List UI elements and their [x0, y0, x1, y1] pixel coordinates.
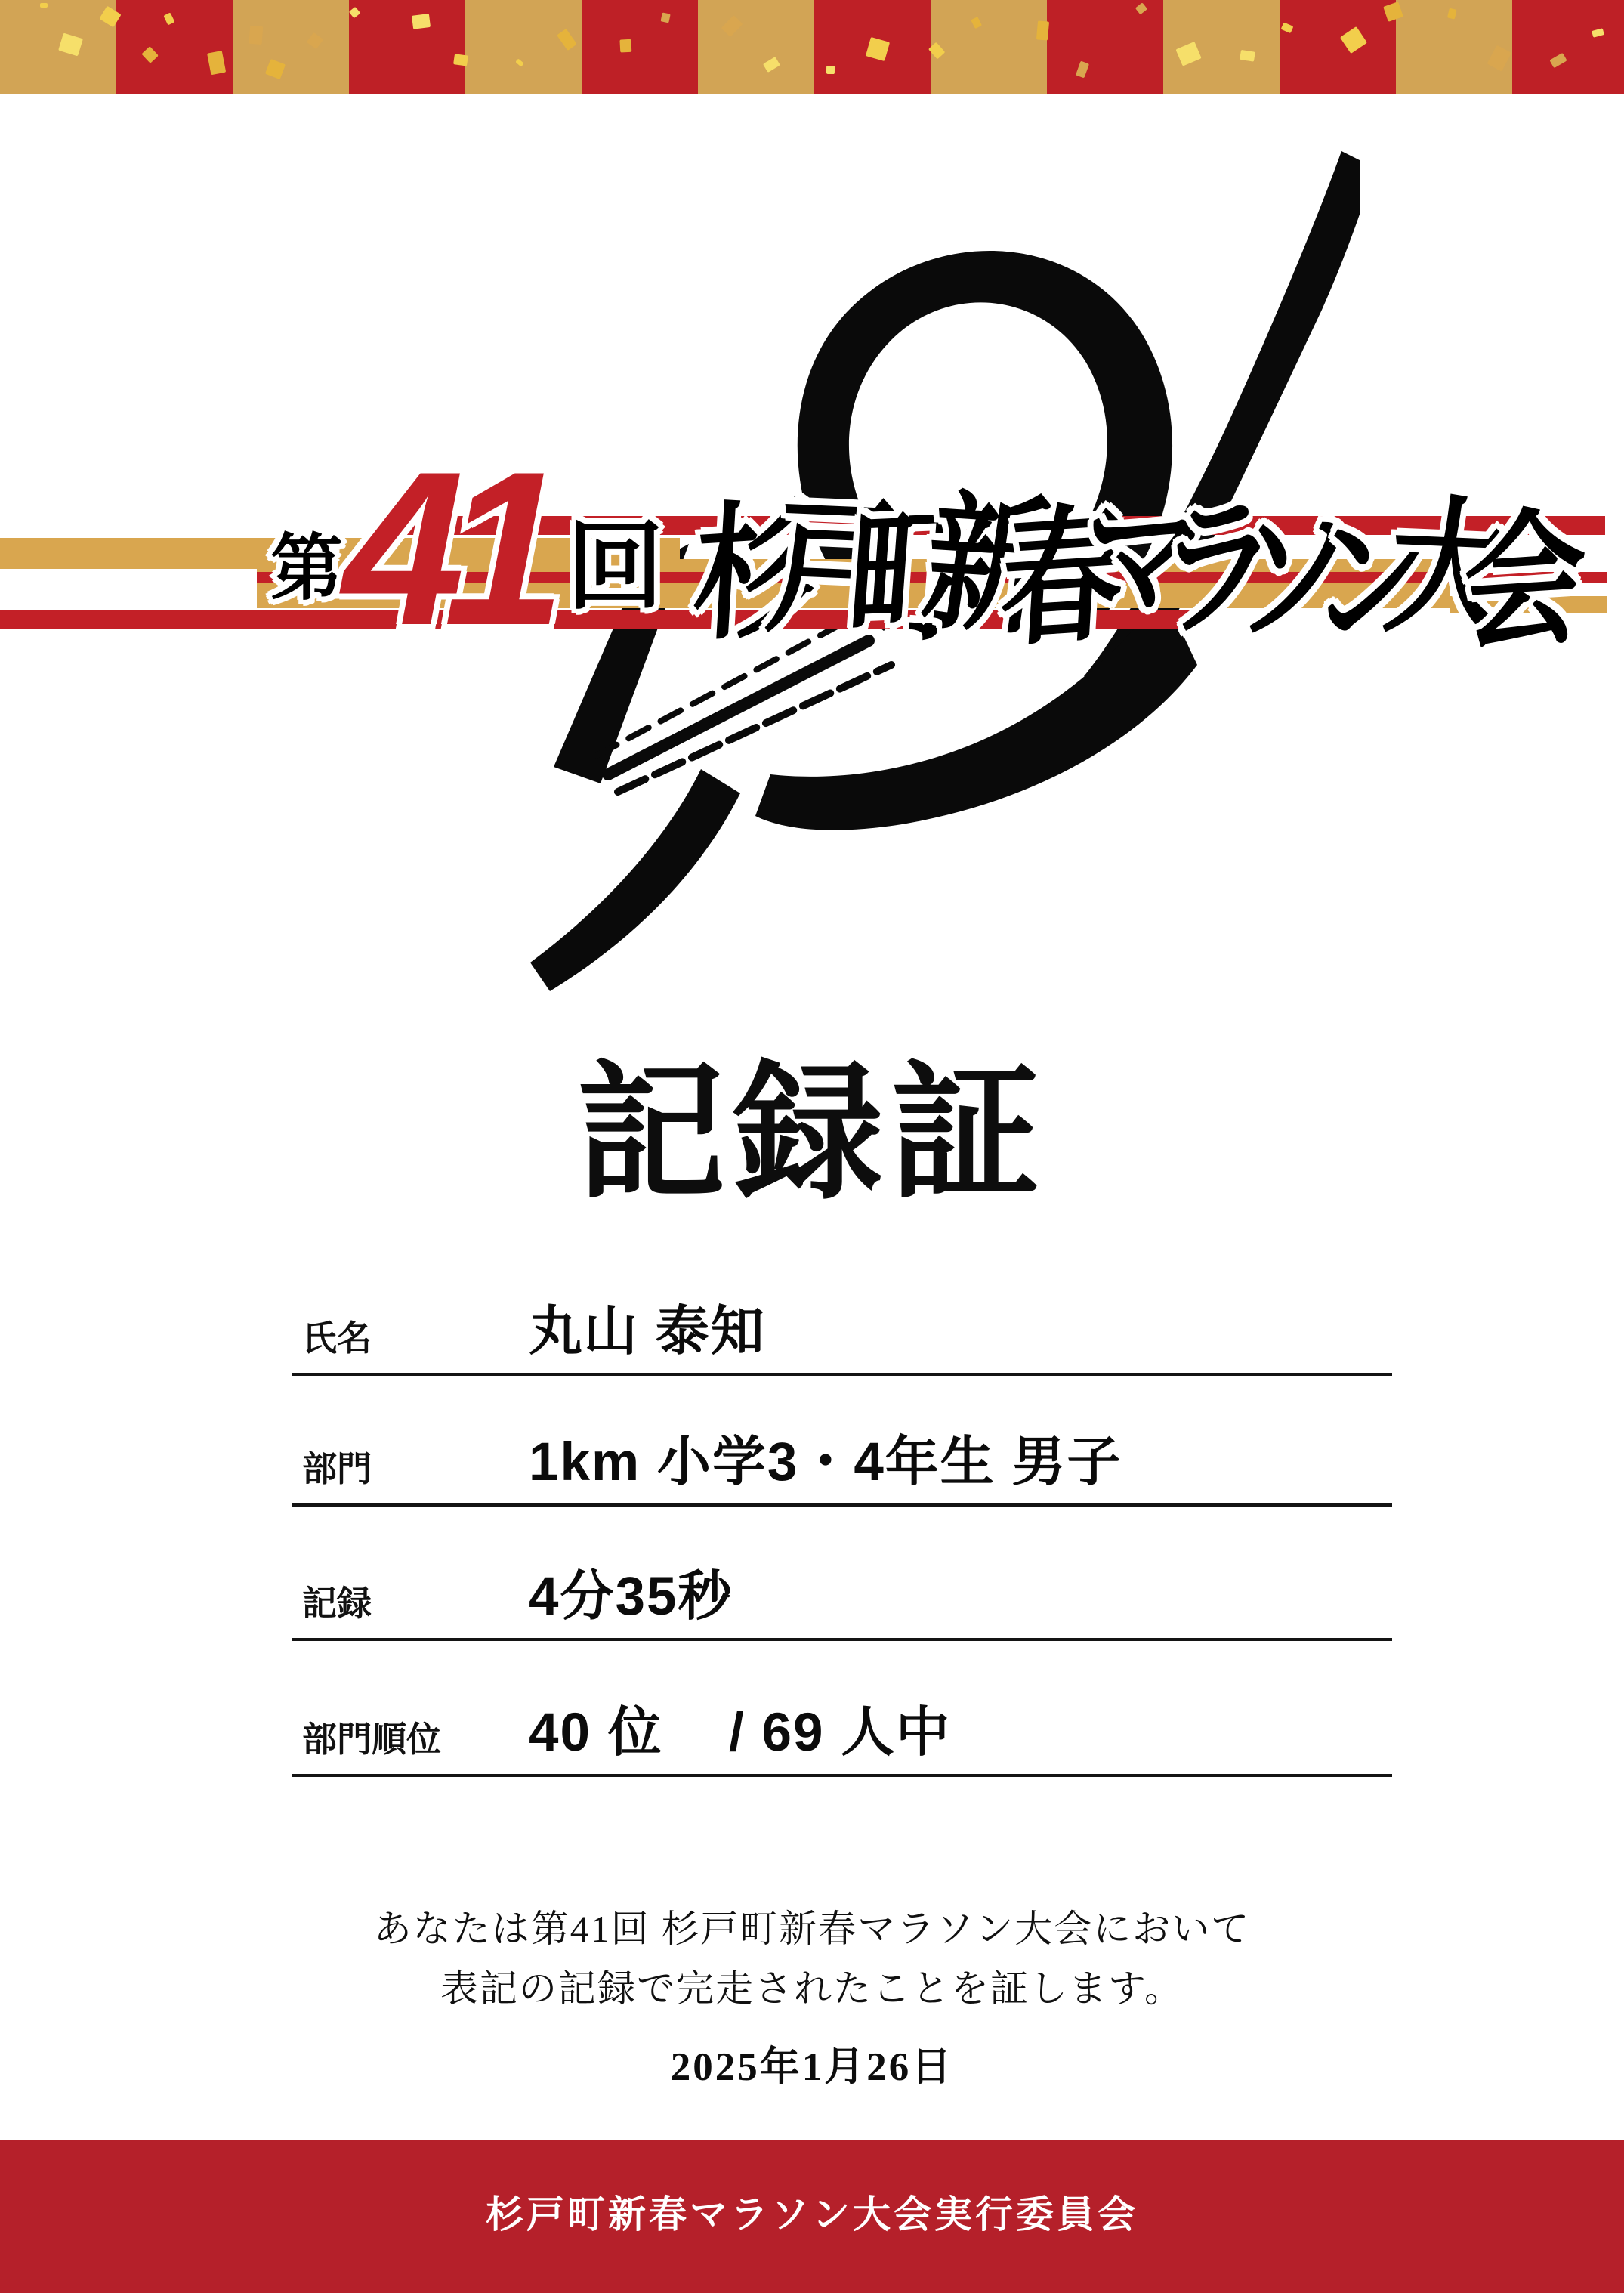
event-number-prefix: 第: [270, 528, 343, 609]
field-row-division: [292, 1423, 1392, 1507]
field-row-rank: [292, 1694, 1392, 1777]
footer-organizer: 杉戸町新春マラソン大会実行委員会: [486, 2193, 1138, 2236]
event-banner: [270, 426, 1545, 671]
field-value-rank-total: / 69 人中: [729, 1703, 952, 1763]
certificate-title: 記録証: [576, 1052, 1048, 1217]
field-label-rank: 部門順位: [302, 1720, 441, 1759]
field-row-name: [292, 1293, 1392, 1376]
field-label-name: 氏名: [302, 1319, 372, 1358]
footer-bar: [0, 2140, 1624, 2293]
field-value-rank: 40 位: [529, 1703, 663, 1763]
event-title: 杉戸町新春マラソン大会: [688, 474, 1545, 668]
field-row-record: [292, 1558, 1392, 1641]
event-number: 41: [343, 426, 545, 671]
field-value-record: 4分35秒: [529, 1567, 733, 1627]
certificate-date: 2025年1月26日: [670, 2045, 954, 2089]
field-label-record: 記録: [302, 1584, 372, 1623]
field-label-division: 部門: [302, 1450, 372, 1488]
field-value-name: 丸山 泰知: [529, 1302, 766, 1361]
field-value-division: 1km 小学3・4年生 男子: [529, 1432, 1122, 1492]
statement-line1: あなたは第41回 杉戸町新春マラソン大会において: [373, 1908, 1251, 1950]
festive-top-border: [0, 0, 1624, 94]
event-number-suffix: 回: [567, 513, 664, 621]
statement-line2: 表記の記録で完走されたことを証します。: [440, 1967, 1184, 2010]
